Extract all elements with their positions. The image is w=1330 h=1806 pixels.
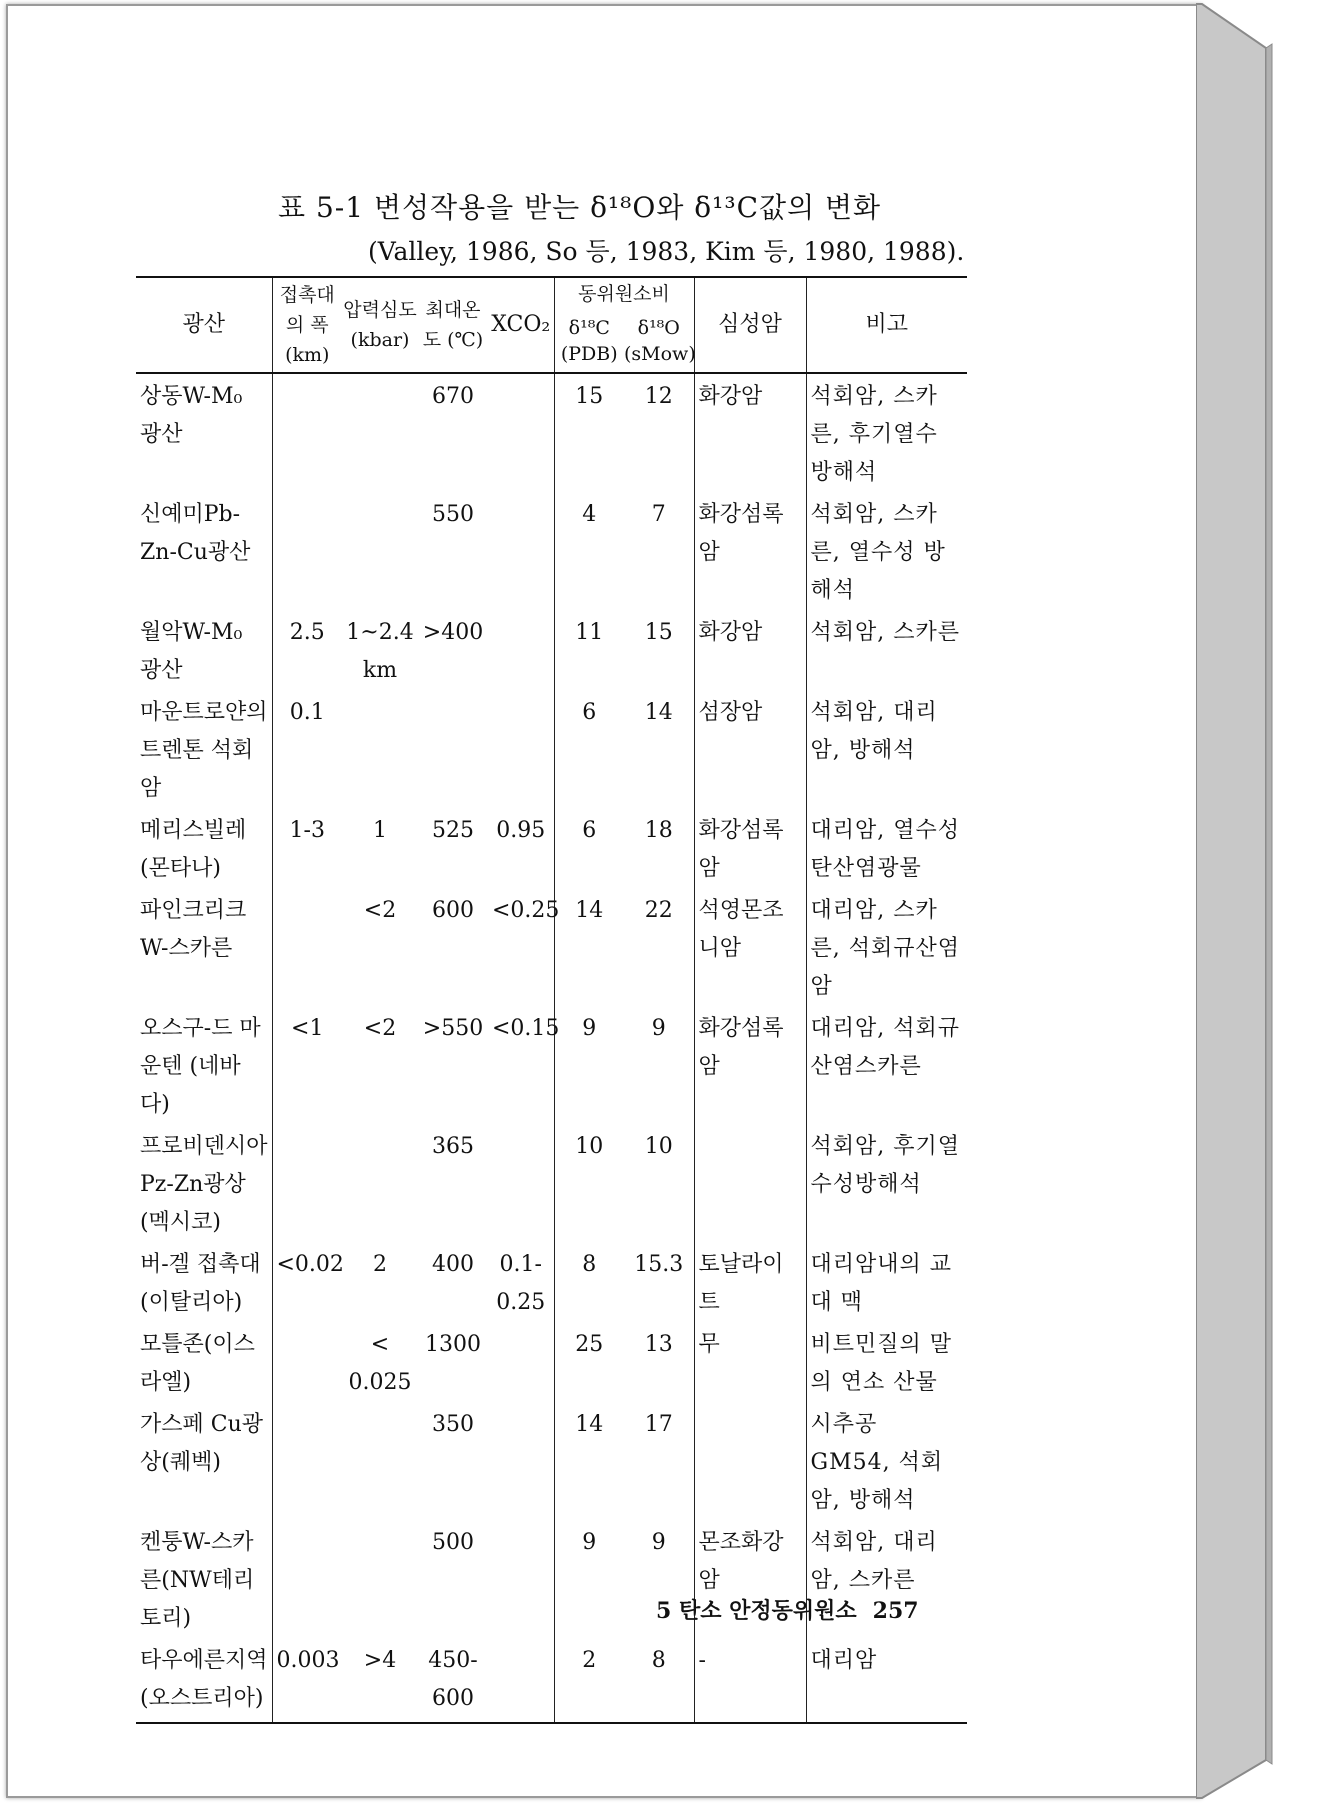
cell-d18o: 15 [624, 610, 694, 690]
cell-d13c: 9 [582, 1530, 597, 1555]
cell-temp: 350 [432, 1412, 474, 1437]
cell-xco2 [488, 1638, 554, 1723]
cell-d18o: 9 [624, 1006, 694, 1124]
cell-temp: >550 [422, 1016, 484, 1041]
cell-temp [418, 690, 488, 808]
cell-xco2: 0.95 [488, 808, 554, 888]
cell-d13c: 14 [575, 1412, 604, 1437]
page-footer [656, 1594, 919, 1625]
cell-pressure [342, 1124, 418, 1242]
cell-xco2 [488, 373, 554, 492]
cell-rock: 몬조화강암 [694, 1520, 806, 1638]
cell-rock: 화강암 [694, 373, 806, 492]
cell-pressure: < 0.025 [348, 1332, 412, 1395]
isotope-table [136, 276, 967, 1724]
cell-mine: 오스구-드 마운텐 (네바다) [136, 1006, 272, 1124]
cell-rock: 화강섬록암 [694, 492, 806, 610]
cell-width: 0.1 [289, 700, 325, 725]
cell-xco2 [488, 690, 554, 808]
cell-pressure [342, 1520, 418, 1638]
cell-xco2 [488, 1124, 554, 1242]
cell-xco2 [488, 492, 554, 610]
cell-d13c: 8 [582, 1252, 597, 1277]
header-mine: 광산 [136, 277, 272, 373]
cell-pressure: 2 [373, 1252, 387, 1277]
cell-d18o: 17 [624, 1402, 694, 1520]
cell-note: 석회암, 스카른, 후기열수 방해석 [810, 384, 938, 485]
table-row [136, 808, 967, 888]
cell-note: 시추공 GM54, 석회암, 방해석 [810, 1412, 944, 1513]
cell-note: 석회암, 대리암, 방해석 [810, 700, 938, 763]
cell-mine: 프로비덴시아 Pz-Zn광상 (멕시코) [136, 1124, 272, 1242]
cell-mine: 마운트로얀의 트렌톤 석회암 [136, 690, 272, 808]
table-row [136, 492, 967, 610]
cell-note: 대리암, 석회규산염스카른 [810, 1016, 960, 1079]
cell-pressure [342, 1402, 418, 1520]
cell-d13c: 4 [582, 502, 597, 527]
book-spine [1196, 0, 1330, 1806]
cell-pressure: 1 [373, 818, 387, 843]
cell-pressure: <2 [363, 898, 397, 923]
cell-temp: >400 [422, 620, 484, 645]
cell-xco2 [488, 1322, 554, 1402]
cell-d13c: 6 [582, 700, 597, 725]
cell-d13c: 14 [575, 898, 604, 923]
cell-xco2: 0.1- 0.25 [488, 1242, 554, 1322]
cell-rock [694, 1402, 806, 1520]
cell-d13c: 11 [575, 620, 604, 645]
cell-width: 1-3 [289, 818, 325, 843]
cell-width: 0.003 [272, 1638, 342, 1723]
cell-width [272, 1520, 342, 1638]
cell-d13c: 9 [582, 1016, 597, 1041]
cell-note: 비트민질의 말의 연소 산물 [810, 1332, 953, 1395]
header-isotope-group: 동위원소비 [554, 277, 694, 311]
cell-width: <1 [291, 1016, 324, 1041]
table-title: 표 5-1 변성작용을 받는 δ¹⁸O와 δ¹³C값의 변화 [278, 191, 882, 224]
cell-rock: 석영몬조니암 [694, 888, 806, 1006]
cell-note: 석회암, 스카른 [810, 620, 960, 645]
cell-pressure: <2 [363, 1016, 397, 1041]
footer-chapter: 5 탄소 안정동위원소 [656, 1598, 857, 1624]
table-row [136, 1638, 967, 1723]
table-row [136, 373, 967, 492]
header-rock: 심성암 [694, 277, 806, 373]
cell-d18o: 18 [624, 808, 694, 888]
cell-mine: 가스페 Cu광상(퀘벡) [136, 1402, 272, 1520]
cell-xco2 [488, 610, 554, 690]
cell-rock: 섬장암 [694, 690, 806, 808]
table-row [136, 888, 967, 1006]
table-row [136, 1006, 967, 1124]
table-row [136, 1242, 967, 1322]
cell-mine: 켄퉁W-스카른(NW테리토리) [136, 1520, 272, 1638]
cell-d18o: 12 [624, 373, 694, 492]
cell-mine: 버-겔 접촉대 (이탈리아) [136, 1242, 272, 1322]
header-temp: 최대온도 (℃) [418, 277, 488, 373]
header-d13c: δ¹⁸C (PDB) [554, 311, 624, 373]
cell-note: 석회암, 대리암, 스카른 [810, 1530, 938, 1593]
cell-xco2 [488, 1402, 554, 1520]
cell-d18o: 7 [624, 492, 694, 610]
table-header-row [136, 277, 967, 311]
cell-note: 석회암, 후기열수성방해석 [810, 1134, 960, 1197]
cell-pressure [342, 373, 418, 492]
cell-mine: 월악W-M₀ 광산 [136, 610, 272, 690]
cell-temp: 365 [432, 1134, 474, 1159]
cell-note: 대리암, 스카른, 석회규산염암 [810, 898, 960, 999]
cell-mine: 메리스빌레 (몬타나) [136, 808, 272, 888]
cell-rock [694, 1124, 806, 1242]
cell-note: 석회암, 스카른, 열수성 방해석 [810, 502, 946, 603]
cell-width [272, 888, 342, 1006]
table-row [136, 1402, 967, 1520]
cell-mine: 상동W-M₀ 광산 [136, 373, 272, 492]
cell-pressure [342, 690, 418, 808]
cell-mine: 모틀존(이스라엘) [136, 1322, 272, 1402]
cell-d13c: 25 [575, 1332, 604, 1357]
cell-width [272, 373, 342, 492]
header-width: 접촉대의 폭(km) [272, 277, 342, 373]
cell-width [272, 1124, 342, 1242]
cell-d13c: 10 [575, 1134, 604, 1159]
cell-rock: 토날라이트 [694, 1242, 806, 1322]
header-xco2: XCO₂ [488, 277, 554, 373]
cell-temp: 1300 [425, 1332, 481, 1357]
cell-width [272, 492, 342, 610]
cell-note: 대리암, 열수성탄산염광물 [810, 818, 960, 881]
cell-temp: 670 [432, 384, 474, 409]
cell-mine: 파인크리크 W-스카른 [136, 888, 272, 1006]
header-d18o: δ¹⁸O (sMow) [624, 311, 694, 373]
cell-width [272, 1322, 342, 1402]
cell-d18o: 8 [624, 1638, 694, 1723]
cell-mine: 타우에른지역 (오스트리아) [136, 1638, 272, 1723]
cell-rock: 화강암 [694, 610, 806, 690]
cell-d13c: 2 [554, 1638, 624, 1723]
header-pressure: 압력심도 (kbar) [342, 277, 418, 373]
cell-pressure [342, 492, 418, 610]
table-source: (Valley, 1986, So 등, 1983, Kim 등, 1980, 1988). [368, 237, 965, 266]
cell-xco2: <0.25 [488, 888, 554, 1006]
cell-width [272, 1402, 342, 1520]
cell-temp: 600 [432, 898, 474, 923]
cell-d18o: 10 [624, 1124, 694, 1242]
cell-d18o: 15.3 [624, 1242, 694, 1322]
table-row [136, 690, 967, 808]
table-row [136, 1124, 967, 1242]
cell-width: <0.02 [276, 1252, 344, 1277]
cell-d13c: 15 [575, 384, 604, 409]
cell-d13c: 6 [582, 818, 597, 843]
table-row [136, 1322, 967, 1402]
cell-width: 2.5 [289, 620, 325, 645]
cell-temp: 400 [432, 1252, 474, 1277]
cell-rock: - [694, 1638, 806, 1723]
header-note: 비고 [806, 277, 967, 373]
cell-pressure: 1~2.4 km [346, 620, 414, 683]
page-number: 257 [872, 1598, 919, 1624]
cell-d18o: 9 [624, 1520, 694, 1638]
cell-rock: 화강섬록암 [694, 808, 806, 888]
cell-pressure: >4 [342, 1638, 418, 1723]
cell-d18o: 22 [624, 888, 694, 1006]
cell-temp: 500 [432, 1530, 474, 1555]
cell-temp: 525 [432, 818, 474, 843]
table-row [136, 610, 967, 690]
cell-rock: 화강섬록암 [694, 1006, 806, 1124]
cell-temp: 450-600 [418, 1638, 488, 1723]
cell-rock: 무 [694, 1322, 806, 1402]
cell-note: 대리암내의 교대 맥 [810, 1252, 953, 1315]
cell-xco2 [488, 1520, 554, 1638]
cell-d18o: 13 [624, 1322, 694, 1402]
cell-temp: 550 [432, 502, 474, 527]
cell-xco2: <0.15 [488, 1006, 554, 1124]
cell-mine: 신예미Pb- Zn-Cu광산 [136, 492, 272, 610]
cell-d18o: 14 [624, 690, 694, 808]
cell-note: 대리암 [806, 1638, 967, 1723]
